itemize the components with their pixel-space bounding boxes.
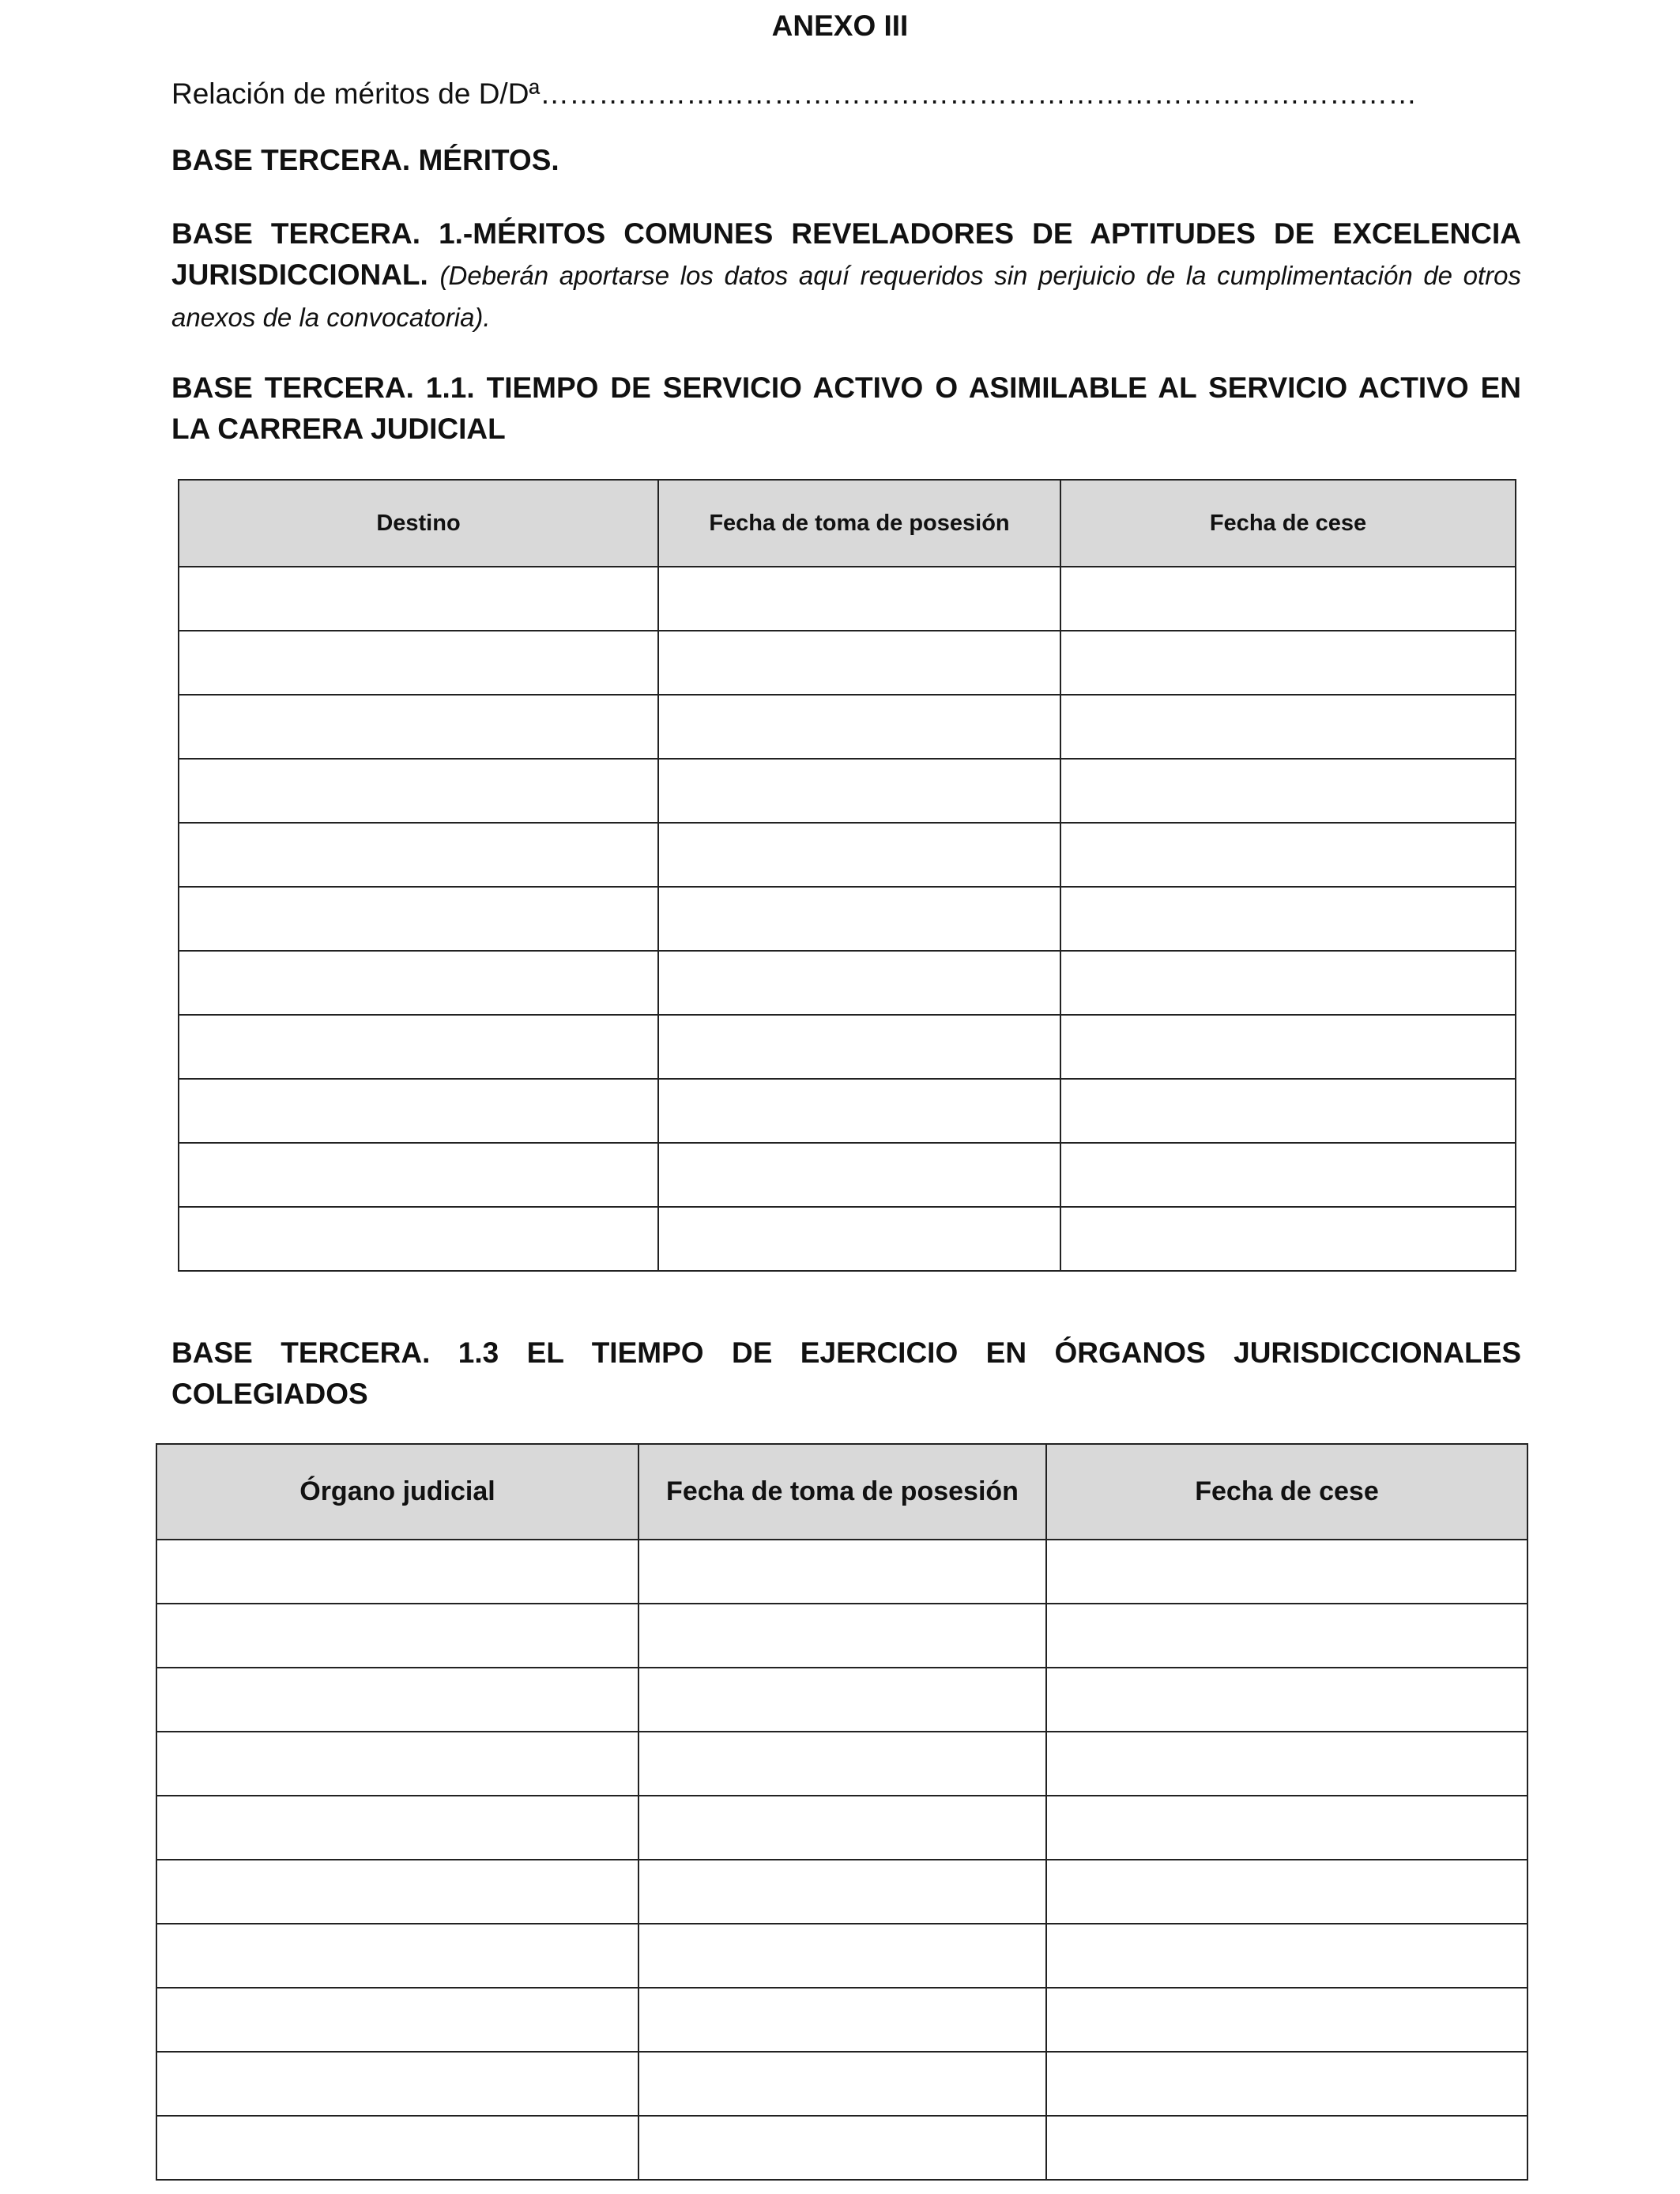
cell-col-1[interactable] [179,1015,658,1079]
table-organos-colegiados [156,1443,1528,2181]
cell-col-1[interactable] [156,1860,638,1924]
column-header-fecha-toma: Fecha de toma de posesión [638,1444,1046,1540]
cell-col-1[interactable] [156,1924,638,1988]
cell-col-1[interactable] [179,1143,658,1207]
cell-col-2[interactable] [638,1988,1046,2052]
table-row [179,567,1516,631]
table-row [156,1668,1527,1732]
cell-col-3[interactable] [1060,631,1516,695]
page-title: ANEXO III [771,9,909,42]
cell-col-2[interactable] [658,951,1060,1015]
cell-col-3[interactable] [1060,1207,1516,1271]
column-header-fecha-cese: Fecha de cese [1060,480,1516,567]
table-row [156,1796,1527,1860]
cell-col-2[interactable] [638,1924,1046,1988]
heading-meritos-comunes-note: (Deberán aportarse los datos aquí requeridos sin perjuicio de la cumplimentación de otros anexos de la convocatoria). [171,261,1521,332]
cell-col-1[interactable] [179,1079,658,1143]
cell-col-1[interactable] [156,1540,638,1604]
table-row [156,1988,1527,2052]
table-row [156,1540,1527,1604]
cell-col-3[interactable] [1060,759,1516,823]
cell-col-1[interactable] [156,2116,638,2180]
cell-col-3[interactable] [1046,2052,1527,2116]
cell-col-2[interactable] [638,1668,1046,1732]
cell-col-2[interactable] [638,1796,1046,1860]
table-row [156,1604,1527,1668]
table-row [179,631,1516,695]
table-row [156,2052,1527,2116]
table-row [156,2116,1527,2180]
cell-col-3[interactable] [1046,1924,1527,1988]
cell-col-2[interactable] [658,1015,1060,1079]
cell-col-3[interactable] [1060,887,1516,951]
cell-col-1[interactable] [179,631,658,695]
heading-organos-colegiados: BASE TERCERA. 1.3 EL TIEMPO DE EJERCICIO EN ÓRGANOS JURISDICCIONALES COLEGIADOS [171,1336,1521,1410]
cell-col-1[interactable] [156,1796,638,1860]
heading-meritos: BASE TERCERA. MÉRITOS. [171,144,559,176]
heading-tiempo-servicio: BASE TERCERA. 1.1. TIEMPO DE SERVICIO ACTIVO O ASIMILABLE AL SERVICIO ACTIVO EN LA CARRERA JUDICIAL [171,371,1521,445]
table-row [179,1207,1516,1271]
cell-col-1[interactable] [179,567,658,631]
table-row [179,887,1516,951]
cell-col-2[interactable] [658,887,1060,951]
cell-col-1[interactable] [179,887,658,951]
table-row [156,1924,1527,1988]
relacion-dots: ……………………………………………………………………………… [540,77,1418,110]
cell-col-2[interactable] [638,1604,1046,1668]
cell-col-2[interactable] [638,1540,1046,1604]
table-row [156,1860,1527,1924]
cell-col-3[interactable] [1060,951,1516,1015]
cell-col-2[interactable] [658,695,1060,759]
column-header-destino: Destino [179,480,658,567]
table-row [179,1015,1516,1079]
cell-col-3[interactable] [1046,1796,1527,1860]
table-row [179,823,1516,887]
cell-col-2[interactable] [638,2116,1046,2180]
cell-col-2[interactable] [638,2052,1046,2116]
cell-col-2[interactable] [658,567,1060,631]
cell-col-3[interactable] [1046,1540,1527,1604]
cell-col-3[interactable] [1060,823,1516,887]
cell-col-2[interactable] [638,1860,1046,1924]
table-row [179,951,1516,1015]
cell-col-3[interactable] [1060,1143,1516,1207]
table-header-row [156,1444,1527,1540]
cell-col-2[interactable] [658,631,1060,695]
table-tiempo-servicio [178,479,1516,1272]
table-row [179,1143,1516,1207]
cell-col-1[interactable] [156,1604,638,1668]
cell-col-2[interactable] [658,1207,1060,1271]
heading-meritos-comunes [171,213,1521,338]
cell-col-3[interactable] [1046,2116,1527,2180]
heading-meritos-comunes-title: BASE TERCERA. 1.-MÉRITOS COMUNES REVELADORES DE APTITUDES DE EXCELENCIA JURISDICCIONAL. [171,217,1521,291]
cell-col-2[interactable] [658,1079,1060,1143]
table-row [179,695,1516,759]
cell-col-1[interactable] [156,2052,638,2116]
cell-col-1[interactable] [179,951,658,1015]
cell-col-1[interactable] [156,1732,638,1796]
column-header-fecha-toma: Fecha de toma de posesión [658,480,1060,567]
cell-col-3[interactable] [1060,1079,1516,1143]
cell-col-3[interactable] [1046,1668,1527,1732]
cell-col-1[interactable] [179,759,658,823]
table-row [156,1732,1527,1796]
cell-col-2[interactable] [658,759,1060,823]
cell-col-3[interactable] [1046,1860,1527,1924]
cell-col-1[interactable] [179,695,658,759]
relacion-label: Relación de méritos de D/Dª [171,77,541,110]
cell-col-1[interactable] [179,1207,658,1271]
cell-col-1[interactable] [156,1668,638,1732]
column-header-organo-judicial: Órgano judicial [156,1444,638,1540]
cell-col-2[interactable] [658,1143,1060,1207]
column-header-fecha-cese: Fecha de cese [1046,1444,1527,1540]
cell-col-1[interactable] [156,1988,638,2052]
table-row [179,1079,1516,1143]
cell-col-3[interactable] [1060,1015,1516,1079]
table-row [179,759,1516,823]
cell-col-3[interactable] [1060,695,1516,759]
cell-col-3[interactable] [1060,567,1516,631]
cell-col-3[interactable] [1046,1732,1527,1796]
cell-col-3[interactable] [1046,1604,1527,1668]
table-header-row [179,480,1516,567]
cell-col-2[interactable] [658,823,1060,887]
cell-col-2[interactable] [638,1732,1046,1796]
relacion-line [171,77,1417,111]
cell-col-3[interactable] [1046,1988,1527,2052]
cell-col-1[interactable] [179,823,658,887]
